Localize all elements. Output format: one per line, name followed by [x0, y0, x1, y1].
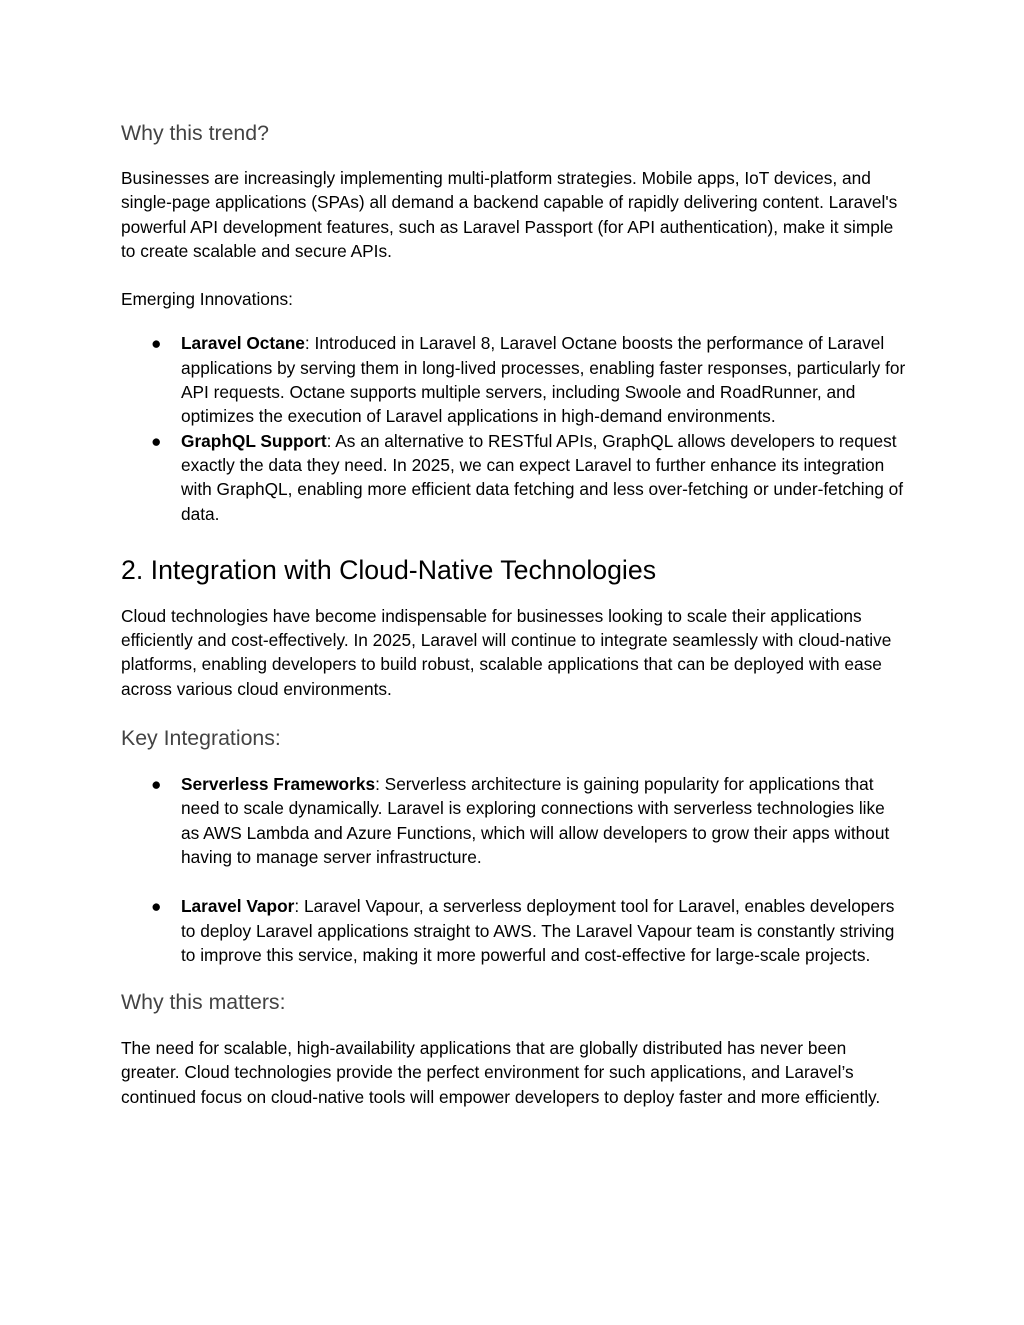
innovations-list — [121, 331, 906, 525]
bullet-icon: ● — [151, 333, 162, 354]
text-graphql-support: : As an alternative to RESTful APIs, GraphQL allows developers to request exactly the data they need. In 2025, we can expect Laravel to further enhance its integration with GraphQL, enabling more efficient data fetching and less over-fetching or under-fetching of data. — [181, 430, 904, 524]
paragraph-matters: The need for scalable, high-availability applications that are globally distributed has never been greater. Cloud technologies provide the perfect environment for such applications, and Laravel’s continued focus on cloud-native tools will empower developers to deploy faster and more efficiently. — [121, 1038, 881, 1107]
heading-key-integrations: Key Integrations: — [121, 726, 281, 751]
bullet-icon: ● — [151, 774, 162, 795]
list-item-graphql-support — [121, 429, 906, 526]
paragraph-cloud: Cloud technologies have become indispensable for businesses looking to scale their applications efficiently and cost-effectively. In 2025, Laravel will continue to integrate seamlessly with cloud-native platforms, enabling developers to build robust, scalable applications that can be deployed with ease across various cloud environments. — [121, 605, 892, 699]
term-laravel-octane: Laravel Octane — [181, 333, 305, 354]
list-item-laravel-vapor — [121, 894, 906, 967]
integrations-list — [121, 772, 906, 967]
text-laravel-vapor: : Laravel Vapour, a serverless deployment tool for Laravel, enables developers to deploy Laravel applications straight to AWS. The Laravel Vapour team is constantly striving to improve this service, making it more powerful and cost-effective for large-scale projects. — [181, 896, 895, 965]
term-laravel-vapor: Laravel Vapor — [181, 896, 295, 917]
paragraph-trend: Businesses are increasingly implementing multi-platform strategies. Mobile apps, IoT devices, and single-page applications (SPAs) all demand a backend capable of rapidly delivering content. Laravel's powerful API development features, such as Laravel Passport (for API authentication), make it simple to create scalable and secure APIs. — [121, 168, 898, 261]
bullet-icon: ● — [151, 896, 162, 917]
term-serverless-frameworks: Serverless Frameworks — [181, 774, 376, 795]
term-graphql-support: GraphQL Support — [181, 430, 327, 451]
list-item-serverless-frameworks — [121, 772, 906, 869]
heading-cloud-native: 2. Integration with Cloud-Native Technologies — [121, 554, 657, 585]
document-page — [121, 118, 906, 1109]
list-item-laravel-octane — [121, 331, 906, 428]
heading-why-this-matters: Why this matters: — [121, 990, 286, 1015]
text-serverless-frameworks: : Serverless architecture is gaining popularity for applications that need to scale dynamically. Laravel is exploring connections with serverless technologies like as AWS Lambda and Azure Functions, which will allow developers to grow their apps without having to manage server infrastructure. — [181, 774, 890, 867]
bullet-icon: ● — [151, 430, 162, 451]
text-laravel-octane: : Introduced in Laravel 8, Laravel Octane boosts the performance of Laravel applications by serving them in long-lived processes, enabling faster responses, particularly for API requests. Octane supports multiple servers, including Swoole and RoadRunner, and optimizes the execution of Laravel applications in high-demand environments. — [181, 333, 906, 427]
label-emerging-innovations: Emerging Innovations: — [121, 289, 293, 310]
heading-why-this-trend: Why this trend? — [121, 121, 269, 145]
